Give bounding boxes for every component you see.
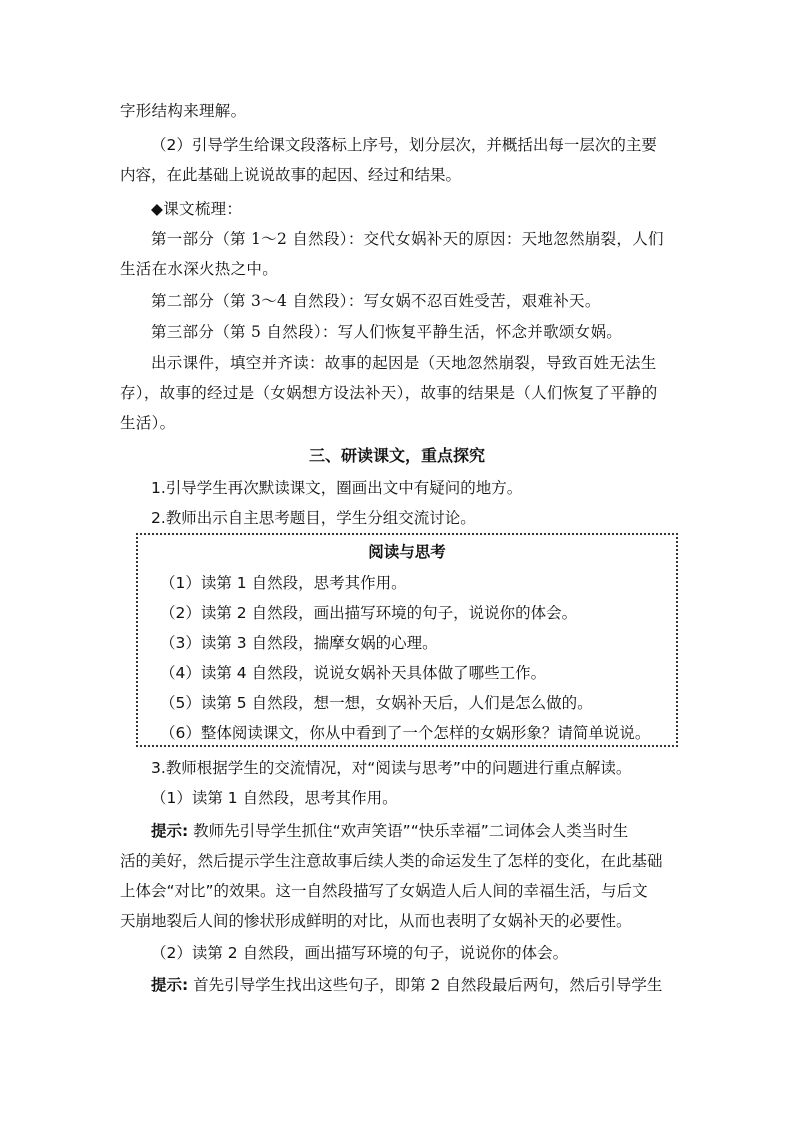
step-item: 1.引导学生再次默读课文，圈画出文中有疑问的地方。	[151, 479, 523, 497]
fill-blank-line: 存），故事的经过是（女娲想方设法补天），故事的结果是（人们恢复了平静的	[120, 384, 658, 402]
text-line: 字形结构来理解。	[120, 102, 247, 120]
outline-part2: 第二部分（第 3～4 自然段）：写女娲不忍百姓受苦，艰难补天。	[151, 292, 601, 310]
outline-title: ◆课文梳理：	[151, 200, 243, 218]
hint-text: 教师先引导学生抓住“欢声笑语”“快乐幸福”二词体会人类当时生	[188, 822, 629, 840]
sub-question: （2）读第 2 自然段，画出描写环境的句子，说说你的体会。	[151, 944, 569, 962]
question-item: （3）读第 3 自然段，揣摩女娲的心理。	[160, 634, 438, 652]
question-item: （6）整体阅读课文，你从中看到了一个怎样的女娲形象？请简单说说。	[160, 724, 651, 742]
section-heading: 三、研读课文，重点探究	[308, 446, 485, 465]
question-item: （1）读第 1 自然段，思考其作用。	[160, 574, 407, 592]
question-item: （4）读第 4 自然段，说说女娲补天具体做了哪些工作。	[160, 664, 547, 682]
fill-blank-line: 出示课件，填空并齐读：故事的起因是（天地忽然崩裂，导致百姓无法生	[151, 354, 657, 372]
hint-line: 天崩地裂后人间的惨状形成鲜明的对比，从而也表明了女娲补天的必要性。	[120, 912, 632, 930]
outline-part1-cont: 生活在水深火热之中。	[120, 260, 279, 278]
question-item: （5）读第 5 自然段，想一想，女娲补天后，人们是怎么做的。	[160, 694, 593, 712]
hint-label: 提示:	[151, 976, 189, 994]
outline-part1: 第一部分（第 1～2 自然段）：交代女娲补天的原因：天地忽然崩裂，人们	[151, 230, 664, 248]
hint-paragraph	[151, 820, 628, 842]
sub-question: （1）读第 1 自然段，思考其作用。	[151, 789, 398, 807]
step-item: 3.教师根据学生的交流情况，对“阅读与思考”中的问题进行重点解读。	[151, 759, 632, 777]
question-item: （2）读第 2 自然段，画出描写环境的句子，说说你的体会。	[160, 604, 578, 622]
hint-paragraph	[151, 974, 662, 996]
hint-text: 首先引导学生找出这些句子，即第 2 自然段最后两句，然后引导学生	[188, 976, 663, 994]
hint-line: 活的美好，然后提示学生注意故事后续人类的命运发生了怎样的变化，在此基础	[120, 852, 663, 870]
paragraph-line: 内容，在此基础上说说故事的起因、经过和结果。	[120, 166, 462, 184]
fill-blank-line: 生活）。	[120, 414, 176, 432]
step-item: 2.教师出示自主思考题目，学生分组交流讨论。	[151, 509, 476, 527]
hint-label: 提示:	[151, 822, 189, 840]
paragraph-line: （2）引导学生给课文段落标上序号，划分层次，并概括出每一层次的主要	[151, 136, 657, 154]
reading-thinking-box	[136, 533, 678, 747]
outline-part3: 第三部分（第 5 自然段）：写人们恢复平静生活，怀念并歌颂女娲。	[151, 323, 623, 341]
box-title: 阅读与思考	[368, 543, 446, 561]
hint-line: 上体会“对比”的效果。这一自然段描写了女娲造人后人间的幸福生活，与后文	[120, 882, 648, 900]
